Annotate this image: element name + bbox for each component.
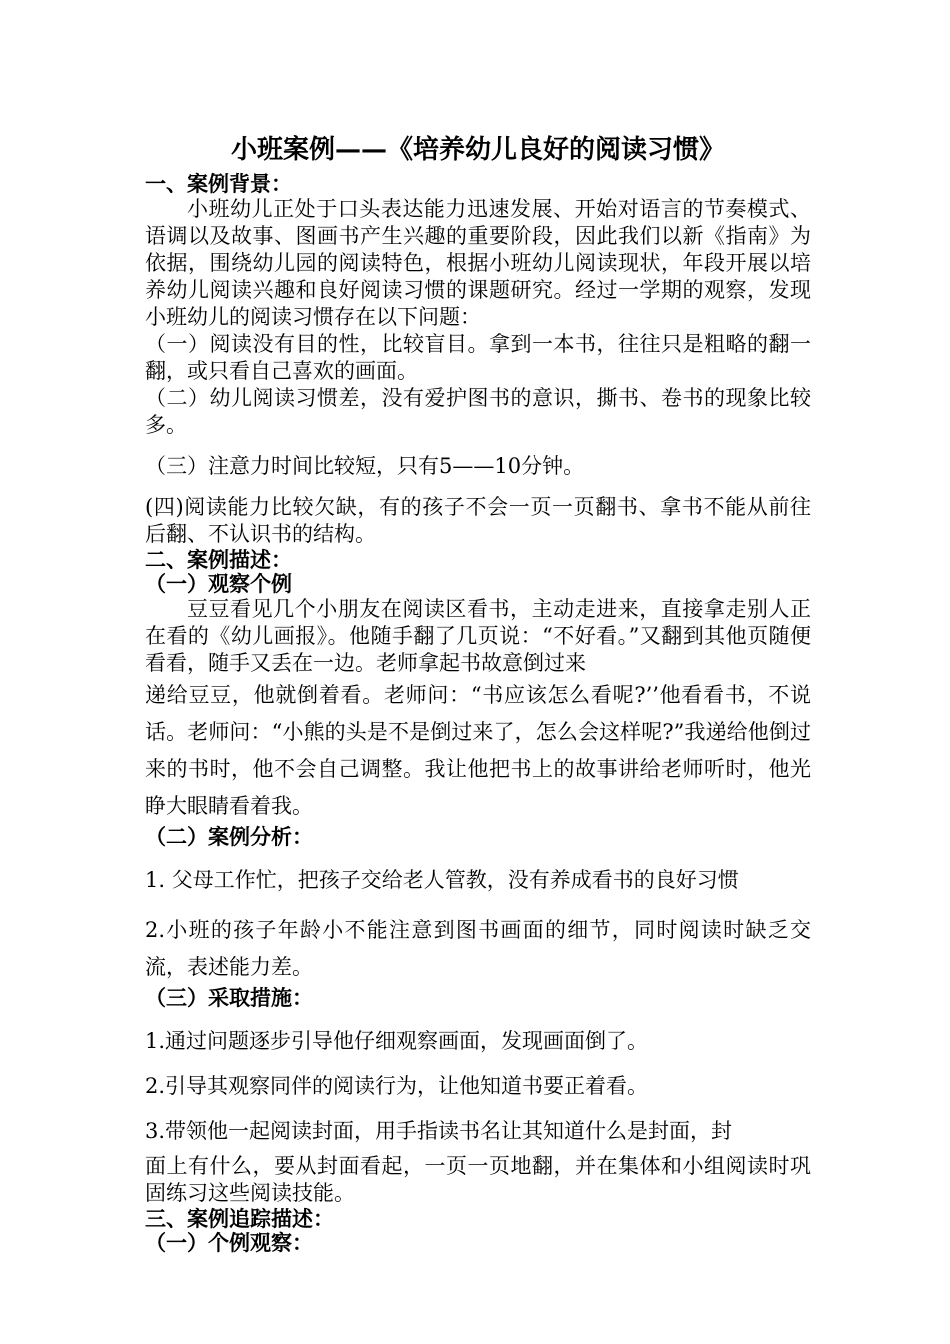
paragraph-measure-3b: 面上有什么，要从封面看起，一页一页地翻，并在集体和小组阅读时巩固练习这些阅读技能。 bbox=[145, 1154, 811, 1205]
heading-analysis: （二）案例分析： bbox=[145, 824, 313, 849]
paragraph-analysis-1: 1. 父母工作忙，把孩子交给老人管教，没有养成看书的良好习惯 bbox=[145, 868, 739, 892]
heading-tracking: 三、案例追踪描述： bbox=[145, 1206, 334, 1231]
paragraph-problem-2: （二）幼儿阅读习惯差，没有爱护图书的意识，撕书、卷书的现象比较多。 bbox=[145, 386, 811, 437]
paragraph-measure-1: 1.通过问题逐步引导他仔细观察画面，发现画面倒了。 bbox=[145, 1029, 649, 1053]
heading-measures: （三）采取措施： bbox=[145, 985, 313, 1010]
paragraph-background: 小班幼儿正处于口头表达能力迅速发展、开始对语言的节奏模式、语调以及故事、图画书产生兴趣的重要阶段，因此我们以新《指南》为依据，围绕幼儿园的阅读特色，根据小班幼儿阅读现状，年段开展以培养幼儿阅读兴趣和良好阅读习惯的课题研究。经过一学期的观察，发现小班幼儿的阅读习惯存在以下问题： bbox=[145, 197, 811, 329]
paragraph-problem-4: (四)阅读能力比较欠缺，有的孩子不会一页一页翻书、拿书不能从前往后翻、不认识书的结构。 bbox=[145, 495, 811, 546]
document-title: 小班案例——《培养幼儿良好的阅读习惯》 bbox=[230, 135, 725, 165]
paragraph-analysis-2: 2.小班的孩子年龄小不能注意到图书画面的细节，同时阅读时缺乏交流，表述能力差。 bbox=[145, 918, 811, 979]
paragraph-problem-3: （三）注意力时间比较短，只有5——10分钟。 bbox=[145, 454, 585, 478]
heading-background: 一、案例背景： bbox=[145, 171, 292, 196]
heading-observe: （一）观察个例 bbox=[145, 571, 292, 596]
paragraph-observe-2: 递给豆豆，他就倒着看。老师问：“书应该怎么看呢?’’他看看书，不说话。老师问：“小熊的头是不是倒过来了，怎么会这样呢?”我递给他倒过来的书时，他不会自己调整。我让他把书上的故事讲给老师听时，他光睁大眼睛看着我。 bbox=[145, 683, 811, 818]
paragraph-measure-2: 2.引导其观察同伴的阅读行为，让他知道书要正着看。 bbox=[145, 1074, 649, 1098]
heading-tracking-sub: （一）个例观察： bbox=[145, 1230, 313, 1255]
heading-description: 二、案例描述： bbox=[145, 547, 292, 572]
paragraph-problem-1: （一）阅读没有目的性，比较盲目。拿到一本书，往往只是粗略的翻一翻，或只看自己喜欢的画面。 bbox=[145, 332, 811, 383]
paragraph-measure-3a: 3.带领他一起阅读封面，用手指读书名让其知道什么是封面，封 bbox=[145, 1119, 733, 1143]
document-page bbox=[145, 132, 811, 1255]
paragraph-observe-1: 豆豆看见几个小朋友在阅读区看书，主动走进来，直接拿走别人正在看的《幼儿画报》。他随手翻了几页说：“不好看。”又翻到其他页随便看看，随手又丢在一边。老师拿起书故意倒过来 bbox=[145, 597, 811, 675]
